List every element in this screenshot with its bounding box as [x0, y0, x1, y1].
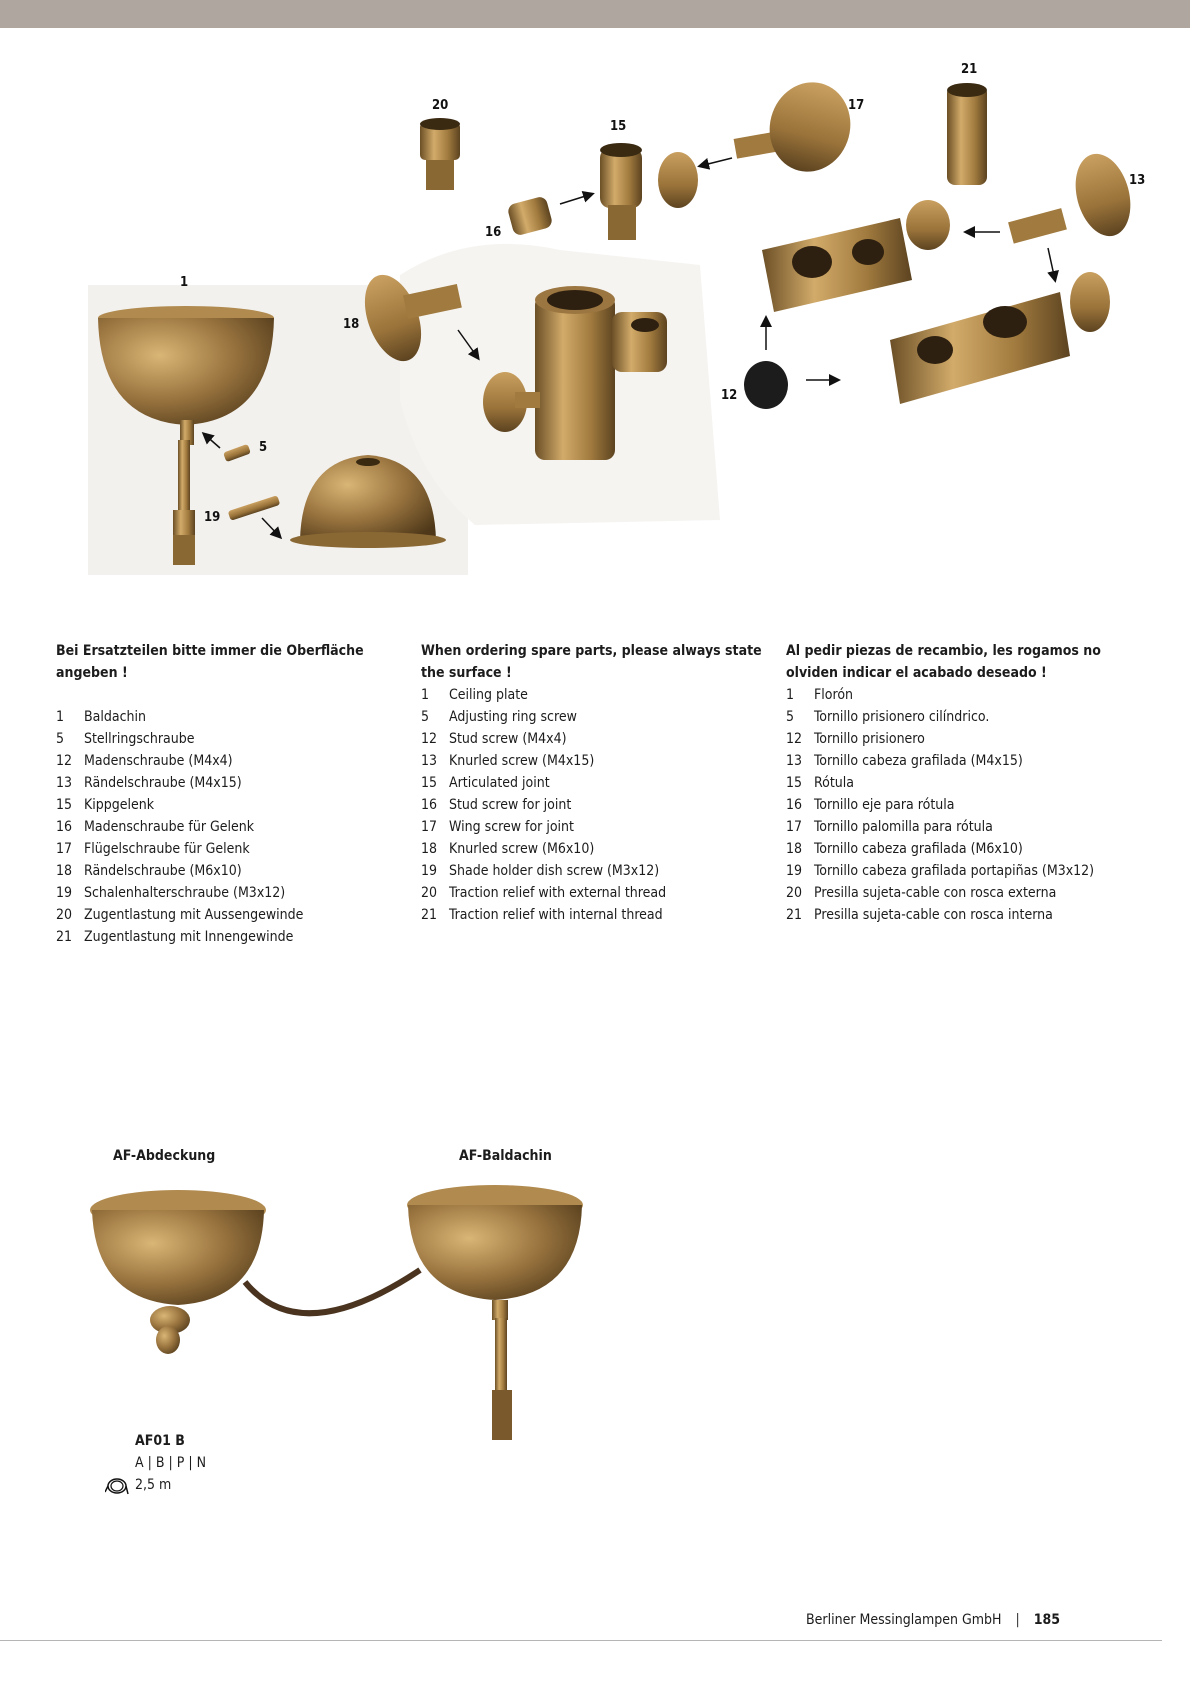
page-number: 185	[1033, 1612, 1060, 1628]
af01-product-image	[90, 1185, 583, 1440]
cable-length-row	[135, 1474, 206, 1496]
callout-12: 12	[721, 388, 738, 403]
list-item: 16 Tornillo eje para rótula	[786, 797, 955, 813]
list-item: 19 Shade holder dish screw (M3x12)	[421, 863, 660, 879]
parts-list-german	[56, 640, 401, 948]
list-item: 17 Wing screw for joint	[421, 819, 574, 835]
list-item: 15 Rótula	[786, 775, 854, 791]
list-item: 13 Knurled screw (M4x15)	[421, 753, 595, 769]
list-item: 18 Tornillo cabeza grafilada (M6x10)	[786, 841, 1023, 857]
list-item: 1 Baldachin	[56, 709, 146, 725]
list-item: 21 Zugentlastung mit Innengewinde	[56, 929, 294, 945]
product-info	[135, 1430, 206, 1496]
callout-18: 18	[343, 317, 360, 332]
callout-17: 17	[848, 98, 865, 113]
list-item: 1 Florón	[786, 687, 854, 703]
cable-coil-icon	[105, 1476, 129, 1496]
list-item: 19 Schalenhalterschraube (M3x12)	[56, 885, 286, 901]
callout-5: 5	[259, 440, 268, 455]
cable-length: 2,5 m	[135, 1477, 172, 1493]
list-item: 19 Tornillo cabeza grafilada portapiñas (M3x12)	[786, 863, 1095, 879]
list-item: 17 Flügelschraube für Gelenk	[56, 841, 250, 857]
list-item: 16 Stud screw for joint	[421, 797, 572, 813]
list-item: 21 Traction relief with internal thread	[421, 907, 663, 923]
list-item: 15 Articulated joint	[421, 775, 550, 791]
list-item: 13 Tornillo cabeza grafilada (M4x15)	[786, 753, 1023, 769]
parts-list-spanish	[786, 640, 1131, 926]
company-name: Berliner Messinglampen GmbH	[806, 1612, 1002, 1628]
product-code: AF01 B	[135, 1433, 185, 1449]
list-item: 18 Knurled screw (M6x10)	[421, 841, 595, 857]
callout-21: 21	[961, 62, 978, 77]
list-item: 5 Adjusting ring screw	[421, 709, 577, 725]
list-item: 20 Zugentlastung mit Aussengewinde	[56, 907, 304, 923]
callout-20: 20	[432, 98, 449, 113]
list-item: 18 Rändelschraube (M6x10)	[56, 863, 242, 879]
list-item: 12 Tornillo prisionero	[786, 731, 925, 747]
callout-19: 19	[204, 510, 221, 525]
parts-list	[56, 706, 401, 948]
list-item: 13 Rändelschraube (M4x15)	[56, 775, 242, 791]
callout-13: 13	[1129, 173, 1146, 188]
list-item: 17 Tornillo palomilla para rótula	[786, 819, 993, 835]
callout-16: 16	[485, 225, 502, 240]
list-item: 5 Stellringschraube	[56, 731, 195, 747]
list-item: 5 Tornillo prisionero cilíndrico.	[786, 709, 990, 725]
list-item: 20 Presilla sujeta-cable con rosca externa	[786, 885, 1057, 901]
footer-separator: |	[1015, 1612, 1020, 1628]
parts-list	[786, 684, 1131, 926]
column-heading: Bei Ersatzteilen bitte immer die Oberfläche angeben !	[56, 643, 364, 681]
finish-options: A | B | P | N	[135, 1455, 206, 1471]
parts-list-english	[421, 640, 766, 926]
parts-list	[421, 684, 766, 926]
column-heading: Al pedir piezas de recambio, les rogamos no olviden indicar el acabado deseado !	[786, 643, 1101, 681]
list-item: 12 Stud screw (M4x4)	[421, 731, 567, 747]
callout-1: 1	[180, 275, 189, 290]
column-heading: When ordering spare parts, please always state the surface !	[421, 643, 762, 681]
footer-rule	[0, 1640, 1162, 1641]
callout-15: 15	[610, 119, 627, 134]
list-item: 1 Ceiling plate	[421, 687, 528, 703]
af-baldachin-label: AF-Baldachin	[459, 1148, 552, 1164]
list-item: 16 Madenschraube für Gelenk	[56, 819, 255, 835]
list-item: 12 Madenschraube (M4x4)	[56, 753, 233, 769]
list-item: 21 Presilla sujeta-cable con rosca interna	[786, 907, 1053, 923]
af-abdeckung-label: AF-Abdeckung	[113, 1148, 216, 1164]
list-item: 20 Traction relief with external thread	[421, 885, 667, 901]
list-item: 15 Kippgelenk	[56, 797, 155, 813]
page-footer	[806, 1612, 1060, 1628]
